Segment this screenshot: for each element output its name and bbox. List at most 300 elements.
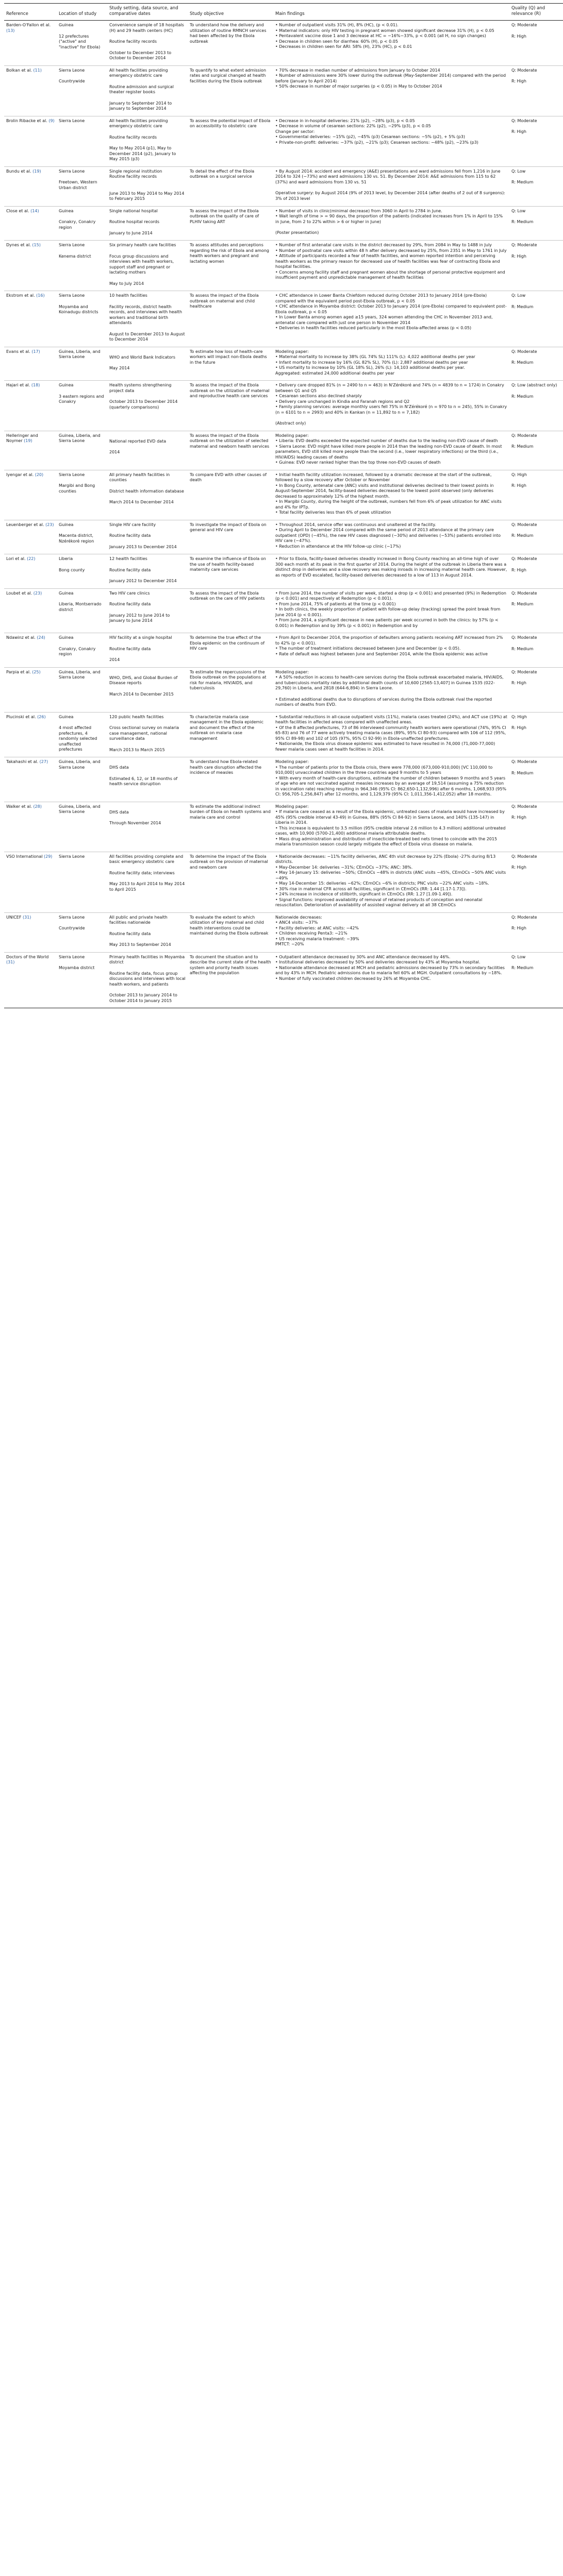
- finding-line: Nationwide decreases:: [275, 914, 322, 920]
- cell-objective: [188, 554, 273, 589]
- location-line: Guinea: [59, 635, 74, 640]
- finding-line: • Outpatient attendance decreased by 30% and ANC attendance decreased by 46%.: [275, 954, 451, 959]
- reference-author: Plucinski et al.: [6, 714, 38, 719]
- objective-line: To quantify to what extent admission rates and surgical changed at health facilities during the Ebola outbreak: [190, 67, 267, 83]
- setting-line: 10 health facilities: [109, 293, 147, 298]
- objective-line: To determine the true effect of the Ebola epidemic on the continuum of HIV care: [190, 635, 265, 651]
- setting-line: January 2013 to December 2014: [109, 544, 177, 549]
- finding-line: • Liberia: EVD deaths exceeded the expected number of deaths due to the leading non-EVD cause of death: [275, 438, 498, 443]
- quality-line: R: High: [511, 926, 526, 930]
- cell-location: [57, 431, 107, 470]
- setting-line: 120 public health facilities: [109, 714, 164, 719]
- table-row: [4, 116, 563, 166]
- spacer: [109, 129, 186, 135]
- reference-citation-link[interactable]: (23): [33, 590, 42, 596]
- finding-line: • If malaria care ceased as a result of the Ebola epidemic, untreated cases of malaria would have increased by 45% (95% credible interval 43-49) in Guinea, 88% (95% CI 84-92) in Sierra Leone, and 140% (135-147) in Liberia in 2014.: [275, 809, 505, 825]
- reference-citation-link[interactable]: (9): [48, 118, 55, 123]
- setting-line: Health systems strengthening project data: [109, 383, 172, 393]
- quality-line: R: Medium: [511, 444, 534, 449]
- setting-line: January to September 2014 to January to September 2014: [109, 100, 172, 111]
- table-row: [4, 166, 563, 206]
- table-row: [4, 588, 563, 633]
- cell-location: [57, 852, 107, 912]
- spacer: [109, 483, 186, 489]
- quality-line: R: Medium: [511, 602, 534, 606]
- setting-line: 12 health facilities: [109, 556, 147, 561]
- spacer: [109, 987, 186, 993]
- finding-line: Modeling paper:: [275, 804, 309, 809]
- setting-line: May 2013 to April 2014 to May 2014 to April 2015: [109, 882, 185, 892]
- spacer: [109, 720, 186, 725]
- cell-quality: [509, 588, 563, 633]
- page: [0, 0, 557, 1008]
- finding-line: • Pentavalent vaccine dose 1 and 3 decrease at HC = −16%−33%, p < 0.001 (all H, no sign changes): [275, 33, 486, 38]
- reference-citation-link[interactable]: (14): [30, 208, 39, 213]
- objective-line: To examine the influence of Ebola on the use of health facility-based maternity care services: [190, 556, 266, 572]
- reference-citation-link[interactable]: (28): [33, 804, 42, 809]
- table-row: [4, 802, 563, 852]
- cell-objective: [188, 470, 273, 520]
- cell-quality: [509, 667, 563, 712]
- reference-author: Walker et al.: [6, 804, 34, 809]
- spacer: [109, 45, 186, 50]
- setting-line: May to July 2014: [109, 281, 144, 286]
- finding-line: • By August 2014: accident and emergency (A&E) presentations and ward admissions fell from 1,216 in June 2014 to 324 (−73%) and ward admissions 130 vs. 51. By December 2014: A&E admissions from 115 to 62 (37%) and ward admissions from 130 vs. 51: [275, 168, 501, 184]
- finding-line: • The number of treatment initiations decreased between June and December (p < 0.05).: [275, 646, 461, 651]
- spacer: [511, 354, 561, 360]
- spacer: [59, 528, 105, 533]
- finding-line: • Cesarean sections also declined sharply: [275, 394, 362, 398]
- spacer: [109, 686, 186, 692]
- reference-citation-link[interactable]: (16): [36, 293, 45, 298]
- cell-reference: [4, 291, 57, 347]
- cell-findings: [273, 520, 509, 554]
- setting-line: May 2014: [109, 366, 130, 370]
- cell-objective: [188, 588, 273, 633]
- quality-line: R: Medium: [511, 770, 534, 775]
- cell-objective: [188, 802, 273, 852]
- reference-citation-link[interactable]: (31): [6, 960, 15, 964]
- objective-line: To estimate how loss of health-care workers will impact non-Ebola deaths in the future: [190, 349, 267, 365]
- header-row: [4, 4, 563, 21]
- objective-line: To compare EVD with other causes of death: [190, 472, 267, 482]
- location-line: Sierra Leone: [59, 472, 85, 477]
- finding-line: • Nationwide attendance decreased at MCH and pediatric admissions decreased by 73% in secondary facilities and by 43% in MCH. Pediatric admissions due to malaria fell 60% at MGH. Outpatient consultations by −18%.: [275, 965, 505, 975]
- cell-setting: [107, 381, 188, 431]
- cell-findings: [273, 116, 509, 166]
- reference-author: Leuenberger et al.: [6, 522, 46, 527]
- finding-line: • US mortality to increase by 10% (GL 18% SL), 26% (L): 14,103 additional deaths per year.: [275, 365, 465, 370]
- finding-line: • 70% decrease in median number of admissions from January to October 2014: [275, 67, 440, 73]
- cell-quality: [509, 291, 563, 347]
- spacer: [109, 444, 186, 450]
- finding-line: • Of the 8 affected prefectures, 73 of 86 interviewed community health workers were operational (74%, 95% CI 65-83) and 76 of 77 were actively treating malaria cases (89%, 95% CI 80-93) compared with 106 of 112 (95%, 95% CI 89-98) and 102 of 105 (97%, 95% CI 92-99) in Ebola-unaffected prefectures.: [275, 725, 506, 741]
- objective-line: To detail the effect of the Ebola outbreak on a surgical service: [190, 168, 255, 179]
- spacer: [109, 299, 186, 304]
- table-row: [4, 852, 563, 912]
- finding-line: • Number of first antenatal care visits in the district decreased by 29%, from 2084 in May to 1488 in July: [275, 243, 492, 247]
- finding-line: • This increase is equivalent to 3.5 million (95% credible interval 2.6 million to 4.3 million) additional untreated cases, with 10,900 (5700-21,400) additional malaria attributable deaths.: [275, 825, 506, 836]
- table-row: [4, 667, 563, 712]
- cell-reference: [4, 65, 57, 116]
- setting-line: Routine facility data: [109, 931, 151, 936]
- setting-line: All primary health facilities in counties: [109, 472, 170, 482]
- cell-location: [57, 520, 107, 554]
- quality-line: R: High: [511, 483, 526, 488]
- reference-author: Close et al.: [6, 208, 31, 213]
- finding-line: • Signal functions: improved availability of removal of retained products of conception and neonatal resuscitation. Deterioration of availability of assisted vaginal delivery at all 38 CEmOCs: [275, 897, 483, 907]
- finding-line: (Poster presentation): [275, 230, 319, 235]
- cell-location: [57, 470, 107, 520]
- cell-location: [57, 65, 107, 116]
- cell-reference: [4, 381, 57, 431]
- finding-line: Modeling paper:: [275, 669, 309, 674]
- finding-line: • Maternal mortality to increase by 38% (GL 74% SL) 111% (L): 4,022 additional deaths per year: [275, 354, 475, 359]
- objective-line: To understand how the delivery and utilization of routine RMNCH services had been affected by the Ebola outbreak: [190, 23, 267, 44]
- finding-line: • Mass drug administration and distribution of insecticide-treated bed nets timed to coincide with the 2015 malaria transmission season could largely mitigate the effect of Ebola virus disease on malaria.: [275, 836, 498, 846]
- reference-citation-link[interactable]: (15): [32, 243, 41, 247]
- cell-quality: [509, 206, 563, 241]
- cell-quality: [509, 381, 563, 431]
- spacer: [109, 573, 186, 579]
- finding-line: • 50% decrease in number of major surgeries (p < 0.05) in May to October 2014: [275, 84, 442, 89]
- finding-line: • Rate of default was highest between June and September 2014, while the Ebola epidemic was active: [275, 651, 488, 656]
- setting-line: October 2013 to December 2014 (quarterly comparisons): [109, 399, 178, 410]
- spacer: [109, 607, 186, 613]
- reference-citation-link[interactable]: (31): [22, 914, 31, 920]
- cell-quality: [509, 633, 563, 668]
- finding-line: • CHC attendance in Lower Banta Chiefdom reduced during October 2013 to January 2014 (pre-Ebola) compared with the equivalent period post-Ebola outbreak, p < 0.05: [275, 293, 487, 303]
- spacer: [109, 394, 186, 399]
- setting-line: All health facilities providing emergency obstetric care: [109, 118, 168, 128]
- objective-line: To assess the potential impact of Ebola on accessibility to obstetric care: [190, 118, 271, 128]
- spacer: [511, 720, 561, 725]
- quality-line: R: High: [511, 129, 526, 134]
- cell-reference: [4, 470, 57, 520]
- cell-location: [57, 241, 107, 291]
- cell-setting: [107, 712, 188, 757]
- location-line: Guinea, Liberia, and Sierra Leone: [59, 669, 101, 680]
- spacer: [109, 804, 186, 810]
- reference-author: Brolin Ribacke et al.: [6, 118, 49, 123]
- quality-line: Q: Low: [511, 954, 526, 959]
- cell-reference: [4, 633, 57, 668]
- location-line: Sierra Leone: [59, 67, 85, 73]
- finding-line: • Concerns among facility staff and pregnant women about the shortage of personal protective equipment and insufficient payment and unpredictable management of health facilities: [275, 269, 505, 280]
- finding-line: • Wait length of time > = 90 days, the proportion of the patients (indicated increases from 1% in April to 15% in June, from 2 to 22% within > 6 or higher in June): [275, 214, 503, 224]
- reference-citation-link[interactable]: (26): [37, 714, 46, 719]
- finding-line: • Decrease in in-hospital deliveries: 21% (p2), −28% (p3), p < 0.05: [275, 118, 415, 123]
- cell-objective: [188, 667, 273, 712]
- spacer: [109, 965, 186, 971]
- spacer: [109, 815, 186, 821]
- finding-line: • From June 2014, a significant decrease in new patients per week occurred in both the clinics: by 57% (p < 0.001) in Redemption and by 39% (p < 0.001) in Redemption and by: [275, 618, 499, 628]
- location-line: Sierra Leone: [59, 118, 85, 123]
- cell-objective: [188, 952, 273, 1008]
- location-line: Guinea: [59, 590, 74, 596]
- reference-citation-link[interactable]: (24): [37, 635, 45, 640]
- cell-location: [57, 291, 107, 347]
- cell-location: [57, 116, 107, 166]
- setting-line: Estimated 6, 12, or 18 months of health service disruption: [109, 776, 178, 786]
- spacer: [109, 360, 186, 366]
- finding-line: • Substantial reductions in all-cause outpatient visits (11%), malaria cases treated (24%), and ACT use (19%) at health facilities in affected areas compared with unaffected areas.: [275, 714, 507, 724]
- finding-line: • CHC attendance in Moyamba district: October 2013 to January 2014 (pre-Ebola) compared to equivalent post-Ebola outbreak, p < 0.05: [275, 304, 507, 314]
- cell-findings: [273, 381, 509, 431]
- finding-line: • Nationwide, the Ebola virus disease epidemic was estimated to have resulted in 74,000 (71,000-77,000) fewer malaria cases seen at health facilities in 2014.: [275, 741, 495, 752]
- setting-line: WHO and World Bank Indicators: [109, 354, 175, 360]
- spacer: [511, 641, 561, 647]
- setting-line: All public and private health facilities nationwide: [109, 914, 168, 925]
- quality-line: Q: Moderate: [511, 433, 537, 438]
- header-setting: Study setting, data source, and comparative dates: [107, 4, 188, 21]
- cell-quality: [509, 431, 563, 470]
- quality-line: R: Medium: [511, 219, 534, 224]
- objective-line: To assess the impact of the Ebola outbreak on maternal and child healthcare: [190, 293, 259, 309]
- cell-reference: [4, 241, 57, 291]
- spacer: [109, 937, 186, 942]
- cell-quality: [509, 21, 563, 66]
- location-line: Guinea: [59, 714, 74, 719]
- spacer: [275, 225, 507, 230]
- quality-line: R: Medium: [511, 304, 534, 309]
- cell-objective: [188, 291, 273, 347]
- reference-author: Ndawinz et al.: [6, 635, 37, 640]
- reference-author: Doctors of the World: [6, 954, 49, 959]
- finding-line: • From April to December 2014, the proportion of defaulters among patients receiving ART increased from 2% to 42% (p < 0.001).: [275, 635, 503, 646]
- objective-line: To assess the impact of the Ebola outbreak on the utilization of maternal and reproductive health care services: [190, 383, 270, 398]
- spacer: [109, 248, 186, 254]
- quality-line: Q: Moderate: [511, 914, 537, 920]
- spacer: [511, 596, 561, 602]
- cell-setting: [107, 21, 188, 66]
- spacer: [59, 720, 105, 725]
- setting-line: DHS data: [109, 765, 129, 770]
- header-reference: Reference: [4, 4, 57, 21]
- spacer: [511, 388, 561, 394]
- spacer: [511, 765, 561, 771]
- reference-citation-link[interactable]: (22): [27, 556, 36, 561]
- spacer: [109, 79, 186, 84]
- finding-line: • Deliveries in health facilities reduced particularly in the most Ebola-affected areas (p < 0.05): [275, 326, 472, 330]
- cell-quality: [509, 116, 563, 166]
- cell-location: [57, 802, 107, 852]
- cell-location: [57, 712, 107, 757]
- reference-author: Parpia et al.: [6, 669, 32, 674]
- spacer: [109, 33, 186, 39]
- header-objective: Study objective: [188, 4, 273, 21]
- setting-line: 2014: [109, 657, 120, 662]
- finding-line: • Institutional deliveries decreased by 50% and deliveries decreased by 43% at Moyamba hospital.: [275, 960, 481, 964]
- spacer: [511, 124, 561, 129]
- cell-findings: [273, 347, 509, 381]
- setting-line: Routine admission and surgical theater register books: [109, 84, 174, 94]
- reference-citation-link[interactable]: (19): [32, 168, 41, 174]
- setting-line: Routine facility data: [109, 533, 151, 538]
- cell-findings: [273, 667, 509, 712]
- reference-citation-link[interactable]: (25): [32, 669, 41, 674]
- cell-setting: [107, 952, 188, 1008]
- setting-line: October to December 2013 to October to December 2014: [109, 50, 172, 60]
- finding-line: Aggregated: estimated 24,000 additional deaths per year: [275, 370, 395, 376]
- setting-line: Routine facility data, focus group discussions and interviews with local health workers, and patients: [109, 971, 186, 987]
- spacer: [109, 539, 186, 545]
- table-row: [4, 65, 563, 116]
- setting-line: Routine facility records: [109, 174, 157, 179]
- location-line: Guinea, Liberia, and Sierra Leone: [59, 759, 101, 770]
- cell-findings: [273, 852, 509, 912]
- quality-line: Q: Moderate: [511, 556, 537, 561]
- objective-line: To assess attitudes and perceptions regarding the risk of Ebola and among health workers and pregnant and lactating women: [190, 243, 269, 264]
- spacer: [109, 180, 186, 185]
- setting-line: Single regional institution: [109, 168, 162, 174]
- location-line: Countrywide: [59, 926, 85, 930]
- reference-citation-link[interactable]: (27): [39, 759, 48, 764]
- objective-line: To understand how Ebola-related health care disruption affected the incidence of measles: [190, 759, 262, 775]
- setting-line: January 2012 to December 2014: [109, 579, 177, 583]
- objective-line: To characterize malaria case management in the Ebola epidemic and document the effect of the outbreak on malaria case management: [190, 714, 263, 741]
- reference-citation-link[interactable]: (23): [45, 522, 54, 527]
- finding-line: • Number of visits in clinic(minimal decrease) from 3060 in April to 2784 in June.: [275, 208, 442, 213]
- spacer: [59, 478, 105, 483]
- finding-line: • A 50% reduction in access to health-care services during the Ebola outbreak exacerbated malaria, HIV/AIDS, and tuberculosis mortality rates by additional death counts of 10,600 [2565-13,407] in Guinea 1535 (022-29,760) in Liberia, and 2818 (644-6,894) in Sierra Leone.: [275, 675, 504, 690]
- cell-objective: [188, 852, 273, 912]
- location-line: 12 prefectures ("active" and "inactive" for Ebola): [59, 33, 101, 49]
- cell-quality: [509, 757, 563, 802]
- location-line: Sierra Leone: [59, 293, 85, 298]
- table-row: [4, 520, 563, 554]
- cell-reference: [4, 952, 57, 1008]
- finding-line: • During April to December 2014 compared with the same period of 2013 attendance at the primary care outpatient (OPD) (−45%), the new HIV cases diagnosed (−30%) and deliveries (−53%) patients enrolled into HIV care (−47%).: [275, 528, 501, 543]
- location-line: Freetown, Western Urban district: [59, 180, 97, 190]
- spacer: [109, 185, 186, 191]
- table-row: [4, 381, 563, 431]
- setting-line: March 2014 to December 2015: [109, 691, 174, 697]
- spacer: [59, 248, 105, 254]
- setting-line: Convenience sample of 18 hospitals (H) and 29 health centers (HC): [109, 23, 184, 33]
- location-line: Guinea: [59, 208, 74, 213]
- finding-line: • May 14-January 15: deliveries −50%; CEmOCs −48% in districts (ANC visits −45%, CEmOCs −50% ANC visits −49%: [275, 870, 506, 880]
- setting-line: WHO, DHS, and Global Burden of Disease reports: [109, 675, 178, 685]
- setting-line: All facilities providing complete and basic emergency obstetric care: [109, 854, 184, 864]
- setting-line: National reported EVD data: [109, 438, 167, 444]
- location-line: Liberia, Montserrado district: [59, 602, 102, 612]
- finding-line: • Nationwide decreases: −11% facility deliveries, ANC 4th visit decrease by 22% (Ebola) -27% during 8/13 districts.: [275, 854, 496, 864]
- finding-line: • May 14-December 15: deliveries −62%; CEmOCs −6% in districts; PNC visits −22% ANC visits −18%.: [275, 881, 489, 886]
- setting-line: Routine facility data: [109, 567, 151, 572]
- table-row: [4, 21, 563, 66]
- cell-reference: [4, 912, 57, 952]
- cell-objective: [188, 757, 273, 802]
- reference-citation-link[interactable]: (17): [31, 349, 40, 354]
- cell-location: [57, 912, 107, 952]
- spacer: [109, 670, 186, 675]
- reference-citation-link[interactable]: (18): [31, 383, 40, 387]
- spacer: [109, 214, 186, 219]
- quality-line: Q: Low (abstract only): [511, 383, 557, 387]
- finding-line: • Total facility deliveries less than 6% of peak utilization: [275, 510, 391, 515]
- location-line: Sierra Leone: [59, 243, 85, 247]
- cell-findings: [273, 431, 509, 470]
- finding-line: • Maternal indicators: only HIV testing in pregnant women showed significant decrease 31% (H), p < 0.05: [275, 28, 494, 33]
- cell-reference: [4, 206, 57, 241]
- reference-citation-link[interactable]: (13): [6, 28, 15, 33]
- cell-objective: [188, 65, 273, 116]
- quality-line: Q: Moderate: [511, 669, 537, 674]
- cell-findings: [273, 712, 509, 757]
- objective-line: To evaluate the extent to which utilization of key maternal and child health interventions could be maintained during the Ebola outbreak: [190, 914, 269, 936]
- spacer: [511, 174, 561, 180]
- cell-quality: [509, 712, 563, 757]
- cell-setting: [107, 291, 188, 347]
- finding-line: • Delivery care unchanged in Kindia and Faranah regions and Q2: [275, 399, 410, 404]
- cell-setting: [107, 470, 188, 520]
- cell-reference: [4, 852, 57, 912]
- quality-line: R: Medium: [511, 180, 534, 184]
- spacer: [109, 865, 186, 871]
- reference-author: Iyengar et al.: [6, 472, 35, 477]
- quality-line: R: Medium: [511, 965, 534, 970]
- location-line: Guinea, Liberia, and Sierra Leone: [59, 804, 101, 814]
- location-line: Sierra Leone: [59, 168, 85, 174]
- cell-objective: [188, 21, 273, 66]
- setting-line: 2014: [109, 450, 120, 454]
- cell-location: [57, 381, 107, 431]
- setting-line: Routine facility records: [109, 39, 157, 44]
- cell-setting: [107, 166, 188, 206]
- cell-findings: [273, 291, 509, 347]
- spacer: [511, 920, 561, 926]
- reference-citation-link[interactable]: (20): [35, 472, 44, 477]
- cell-findings: [273, 554, 509, 589]
- reference-author: Ekstrom et al.: [6, 293, 37, 298]
- setting-line: All health facilities providing emergency obstetric care: [109, 67, 168, 78]
- setting-line: Facility records, district health records, and interviews with health workers and traditional birth attendants: [109, 304, 183, 325]
- reference-author: Helleringer and Noymer: [6, 433, 38, 443]
- spacer: [59, 641, 105, 647]
- reference-citation-link[interactable]: (11): [33, 67, 42, 73]
- spacer: [275, 415, 507, 421]
- quality-line: Q: Moderate: [511, 118, 537, 123]
- spacer: [511, 478, 561, 483]
- spacer: [109, 641, 186, 647]
- reference-citation-link[interactable]: (29): [44, 854, 53, 859]
- header-quality: Quality (Q) and relevance (R): [509, 4, 563, 21]
- cell-objective: [188, 166, 273, 206]
- quality-line: R: High: [511, 79, 526, 83]
- finding-line: • Estimated additional deaths due to disruptions of services during the Ebola outbreak rival the reported numbers of deaths from EVD.: [275, 697, 492, 707]
- finding-line: • U5 receiving malaria treatment: −39%: [275, 936, 359, 941]
- reference-author: Takahashi et al.: [6, 759, 40, 764]
- spacer: [109, 876, 186, 882]
- spacer: [511, 528, 561, 533]
- reference-citation-link[interactable]: (19): [24, 438, 32, 443]
- location-line: 4 most affected prefectures, 4 randomly selected unaffected prefectures: [59, 725, 97, 752]
- cell-quality: [509, 952, 563, 1008]
- cell-reference: [4, 554, 57, 589]
- finding-line: • Sierra Leone: EVD might have killed more people in 2014 than the leading non-EVD cause of death. In most parameters, EVD still killed more people than the second (i.e., lower respiratory infections) or the third (i.e., HIV/AIDS) leading causes of deaths: [275, 444, 502, 460]
- finding-line: • Facility deliveries: at ANC visits: −42%: [275, 925, 359, 930]
- cell-location: [57, 952, 107, 1008]
- quality-line: Q: Moderate: [511, 67, 537, 73]
- finding-line: (Abstract only): [275, 421, 306, 426]
- finding-line: • Number of outpatient visits 31% (H), 8% (HC), (p < 0.01).: [275, 23, 399, 27]
- setting-line: March 2013 to March 2015: [109, 747, 165, 752]
- cell-findings: [273, 470, 509, 520]
- header-location: Location of study: [57, 4, 107, 21]
- reference-author: Evans et al.: [6, 349, 32, 354]
- spacer: [109, 140, 186, 146]
